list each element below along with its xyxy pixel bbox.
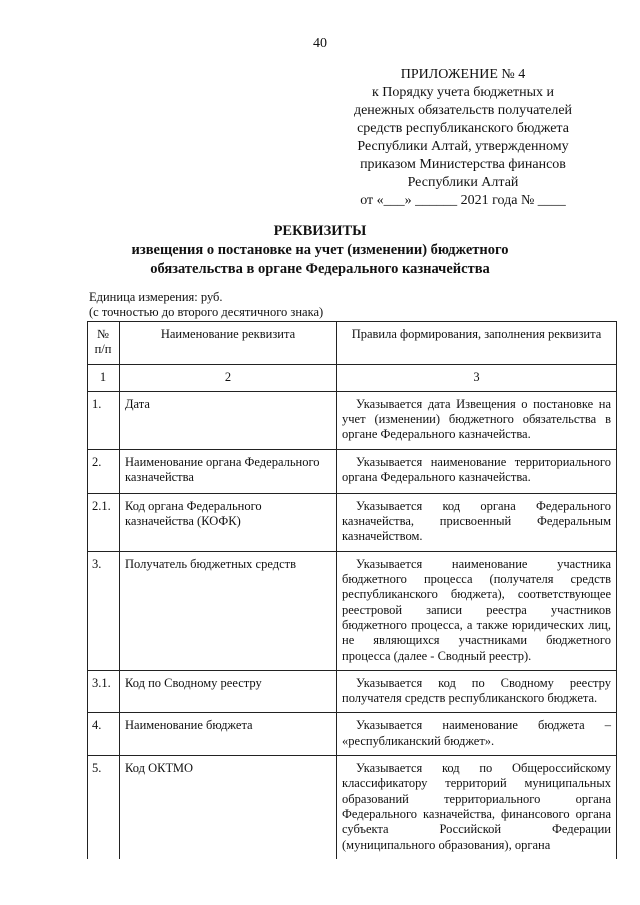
row-num: 3.1. (88, 670, 120, 713)
row-rule: Указывается наименование участника бюджетного процесса (получателя средств республиканского бюджета), соответствующее реестровой записи реестра участников бюджетного процесса, а также юридических лиц, не являющихся участниками бюджетного процесса (далее - Сводный реестр). (337, 551, 617, 670)
row-rule: Указывается код по Сводному реестру получателя средств республиканского бюджета. (337, 670, 617, 713)
page-number: 40 (313, 36, 327, 51)
row-num: 2.1. (88, 493, 120, 551)
document-title (0, 222, 640, 279)
row-rule: Указывается код по Общероссийскому классификатору территорий муниципальных образований территориального органа Федерального казначейства, финансового органа субъекта Российской Федерации (муниципального образования), органа (337, 756, 617, 859)
row-rule: Указывается дата Извещения о постановке на учет (изменении) бюджетного обязательства в органе Федерального казначейства. (337, 391, 617, 449)
table-row (88, 670, 617, 713)
row-rule: Указывается наименование бюджета – «республиканский бюджет». (337, 713, 617, 756)
table-row (88, 551, 617, 670)
requisites-table (87, 321, 617, 859)
appendix-line: Республики Алтай, утвержденному (357, 139, 569, 154)
row-name: Код ОКТМО (120, 756, 337, 859)
table-row (88, 756, 617, 859)
index-cell: 2 (120, 364, 337, 391)
row-name: Дата (120, 391, 337, 449)
row-name: Наименование бюджета (120, 713, 337, 756)
title-line: обязательства в органе Федерального казначейства (150, 261, 490, 277)
row-num: 1. (88, 391, 120, 449)
index-cell: 3 (337, 364, 617, 391)
units-line: Единица измерения: руб. (89, 290, 223, 304)
appendix-line: от «___» ______ 2021 года № ____ (360, 193, 566, 208)
table-header-row (88, 322, 617, 365)
appendix-line: средств республиканского бюджета (357, 121, 569, 136)
appendix-header (318, 66, 608, 210)
appendix-line: Республики Алтай (407, 175, 519, 190)
row-name: Наименование органа Федерального казначейства (120, 449, 337, 493)
row-rule: Указывается наименование территориального органа Федерального казначейства. (337, 449, 617, 493)
header-name: Наименование реквизита (120, 322, 337, 365)
row-num: 4. (88, 713, 120, 756)
row-num: 5. (88, 756, 120, 859)
appendix-line: денежных обязательств получателей (353, 103, 573, 118)
table-index-row (88, 364, 617, 391)
appendix-line: ПРИЛОЖЕНИЕ № 4 (400, 67, 526, 82)
header-rule: Правила формирования, заполнения реквизита (337, 322, 617, 365)
row-rule: Указывается код органа Федерального казначейства, присвоенный Федеральным казначейством. (337, 493, 617, 551)
row-name: Код по Сводному реестру (120, 670, 337, 713)
row-name: Код органа Федерального казначейства (КОФК) (120, 493, 337, 551)
appendix-line: к Порядку учета бюджетных и (371, 85, 555, 100)
table-row (88, 449, 617, 493)
table-row (88, 493, 617, 551)
table-row (88, 391, 617, 449)
units-note (89, 290, 323, 320)
row-name: Получатель бюджетных средств (120, 551, 337, 670)
title-main: РЕКВИЗИТЫ (273, 223, 367, 239)
row-num: 3. (88, 551, 120, 670)
table-row (88, 713, 617, 756)
index-cell: 1 (88, 364, 120, 391)
header-num: № п/п (88, 322, 120, 365)
row-num: 2. (88, 449, 120, 493)
title-line: извещения о постановке на учет (изменении) бюджетного (131, 242, 509, 258)
units-precision: (с точностью до второго десятичного знака) (89, 305, 324, 319)
appendix-line: приказом Министерства финансов (360, 157, 566, 172)
